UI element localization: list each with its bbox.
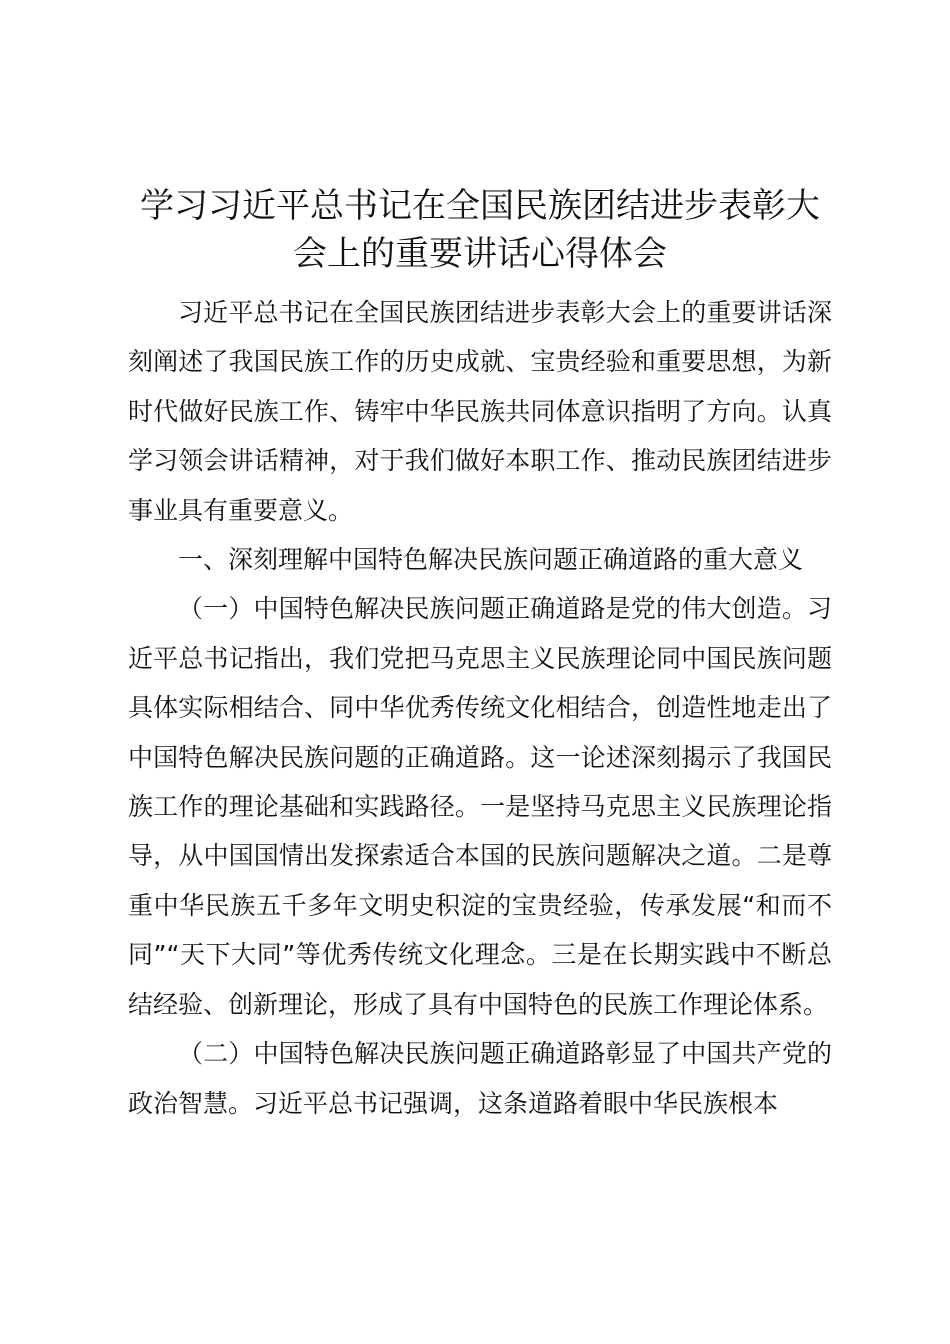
paragraph-intro: 习近平总书记在全国民族团结进步表彰大会上的重要讲话深刻阐述了我国民族工作的历史成就、宝贵经验和重要思想，为新时代做好民族工作、铸牢中华民族共同体意识指明了方向。认真学习领会讲话精神，对于我们做好本职工作、推动民族团结进步事业具有重要意义。	[128, 298, 832, 525]
document-body	[128, 288, 832, 1128]
document-page	[128, 182, 832, 1128]
section-heading-1: 一、深刻理解中国特色解决民族问题正确道路的重大意义	[178, 545, 804, 575]
paragraph-subsection-2: （二）中国特色解决民族问题正确道路彰显了中国共产党的政治智慧。习近平总书记强调，这条道路着眼中华民族根本	[128, 1039, 832, 1118]
document-title: 学习习近平总书记在全国民族团结进步表彰大会上的重要讲话心得体会	[140, 186, 820, 274]
paragraph-subsection-1: （一）中国特色解决民族问题正确道路是党的伟大创造。习近平总书记指出，我们党把马克思主义民族理论同中国民族问题具体实际相结合、同中华优秀传统文化相结合，创造性地走出了中国特色解决民族问题的正确道路。这一论述深刻揭示了我国民族工作的理论基础和实践路径。一是坚持马克思主义民族理论指导，从中国国情出发探索适合本国的民族问题解决之道。二是尊重中华民族五千多年文明史积淀的宝贵经验，传承发展“和而不同”“天下大同”等优秀传统文化理念。三是在长期实践中不断总结经验、创新理论，形成了具有中国特色的民族工作理论体系。	[128, 594, 832, 1019]
